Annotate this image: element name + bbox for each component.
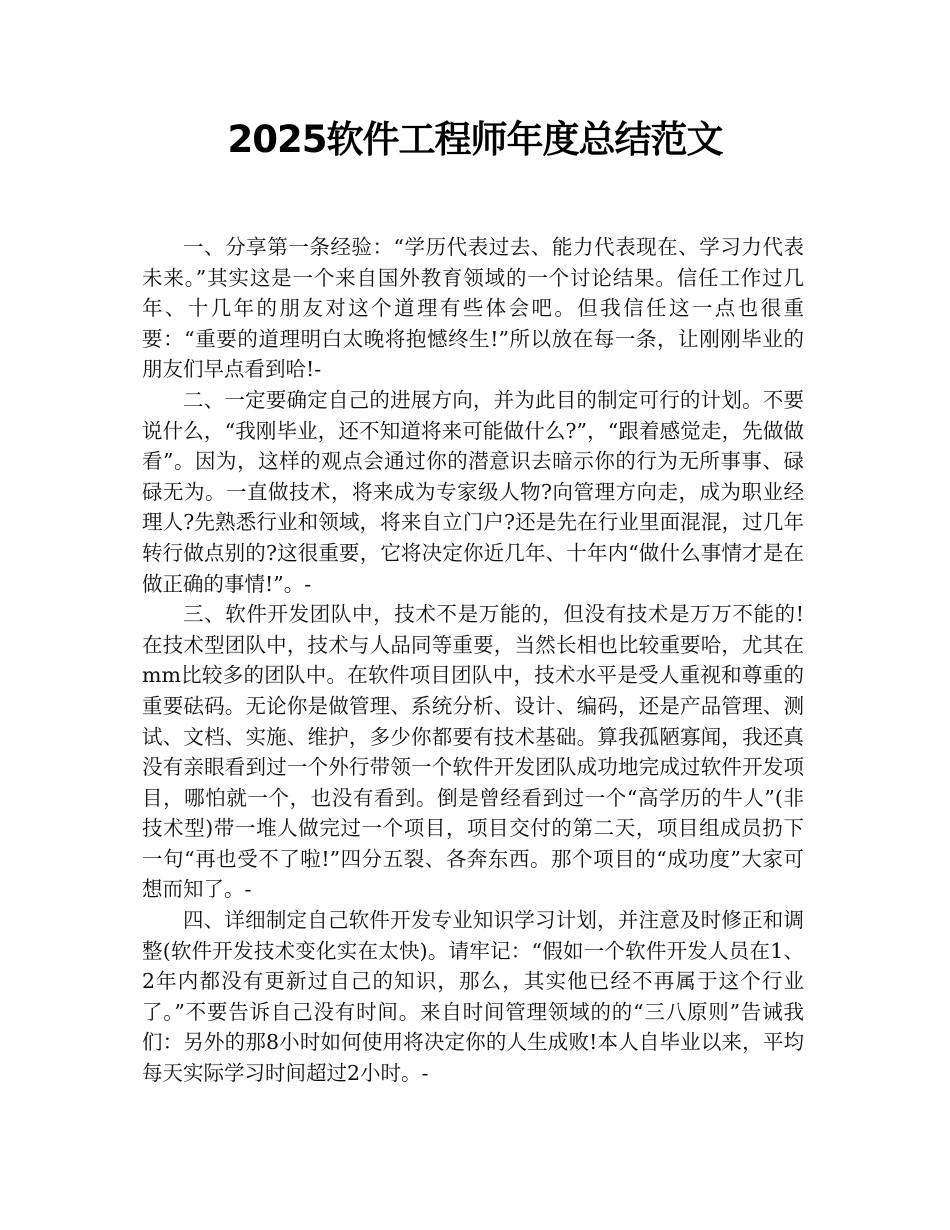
document-body xyxy=(142,232,804,1089)
paragraph-4: 四、详细制定自己软件开发专业知识学习计划，并注意及时修正和调整(软件开发技术变化实在太快)。请牢记：“假如一个软件开发人员在1、2年内都没有更新过自己的知识，那么，其实他已经不再属于这个行业了。”不要告诉自己没有时间。来自时间管理领域的的“三八原则”告诫我们：另外的那8小时如何使用将决定你的人生成败!本人自毕业以来，平均每天实际学习时间超过2小时。- xyxy=(142,908,804,1086)
paragraph-1: 一、分享第一条经验：“学历代表过去、能力代表现在、学习力代表未来。”其实这是一个来自国外教育领域的一个讨论结果。信任工作过几年、十几年的朋友对这个道理有些体会吧。但我信任这一点也很重要：“重要的道理明白太晚将抱憾终生!”所以放在每一条，让刚刚毕业的朋友们早点看到哈!- xyxy=(142,235,804,382)
document-title: 2025软件工程师年度总结范文 xyxy=(227,118,723,161)
paragraph-2: 二、一定要确定自己的进展方向，并为此目的制定可行的计划。不要说什么，“我刚毕业，还不知道将来可能做什么?”，“跟着感觉走，先做做看”。因为，这样的观点会通过你的潜意识去暗示你的行为无所事事、碌碌无为。一直做技术，将来成为专家级人物?向管理方向走，成为职业经理人?先熟悉行业和领域，将来自立门户?还是先在行业里面混混，过几年转行做点别的?这很重要，它将决定你近几年、十年内“做什么事情才是在做正确的事情!”。- xyxy=(142,387,804,596)
paragraph-3: 三、软件开发团队中，技术不是万能的，但没有技术是万万不能的!在技术型团队中，技术与人品同等重要，当然长相也比较重要哈，尤其在mm比较多的团队中。在软件项目团队中，技术水平是受人重视和尊重的重要砝码。无论你是做管理、系统分析、设计、编码，还是产品管理、测试、文档、实施、维护，多少你都要有技术基础。算我孤陋寡闻，我还真没有亲眼看到过一个外行带领一个软件开发团队成功地完成过软件开发项目，哪怕就一个，也没有看到。倒是曾经看到过一个“高学历的牛人”(非技术型)带一堆人做完过一个项目，项目交付的第二天，项目组成员扔下一句“再也受不了啦!”四分五裂、各奔东西。那个项目的“成功度”大家可想而知了。- xyxy=(142,602,804,902)
